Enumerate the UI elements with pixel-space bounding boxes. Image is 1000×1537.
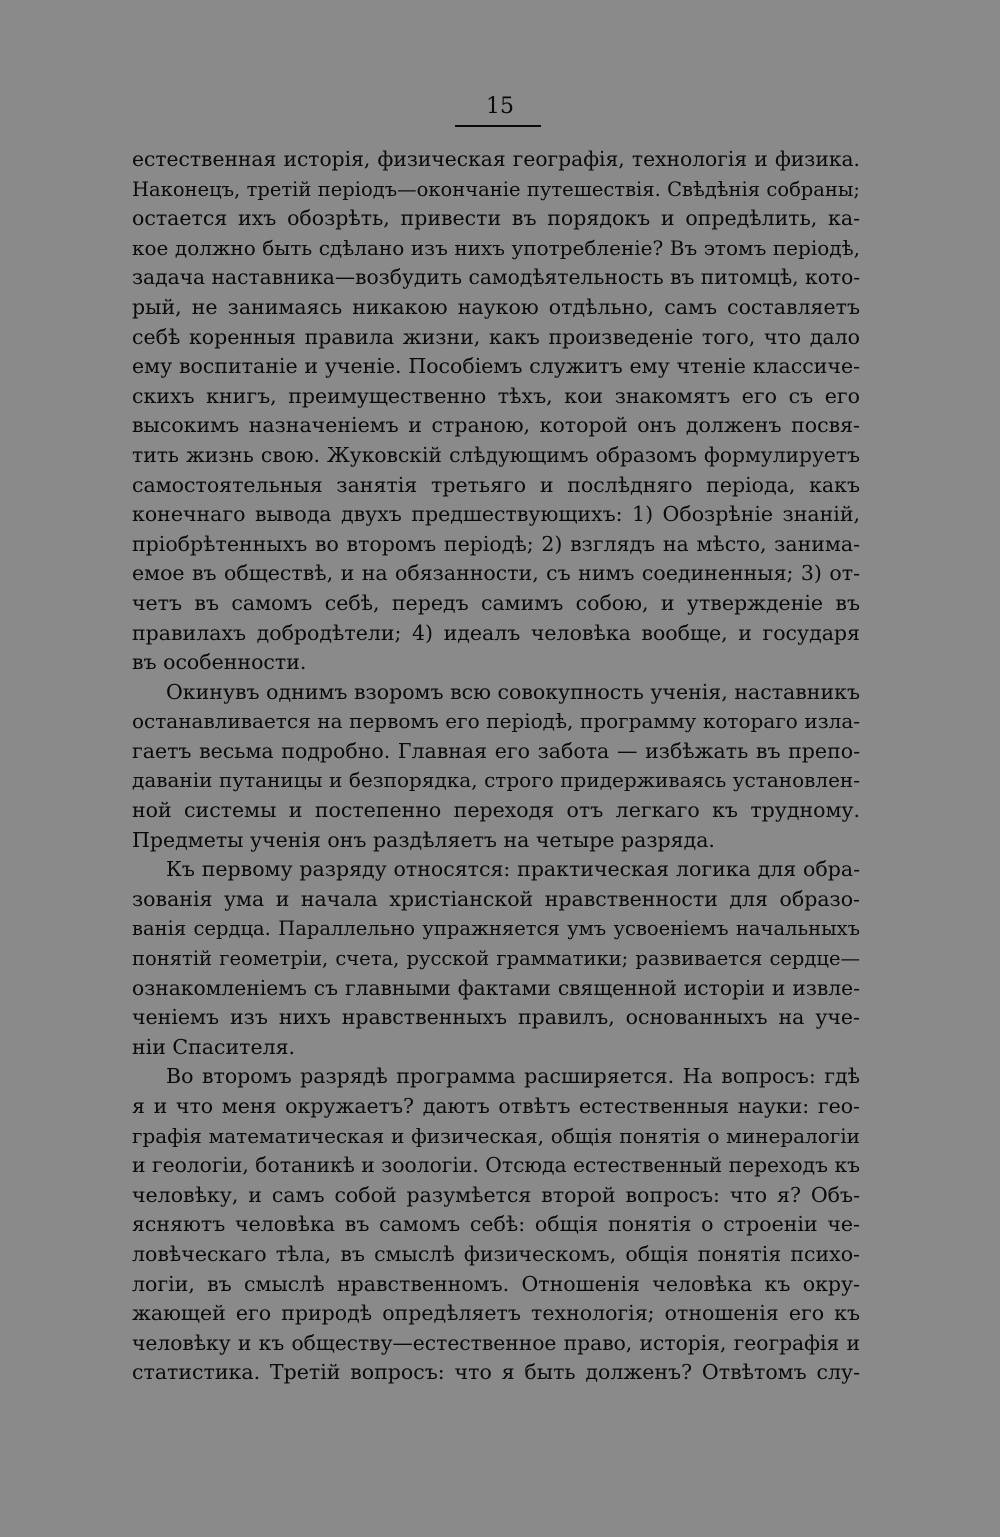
text-line: кое должно быть сдѣлано изъ нихъ употребленіе? Въ этомъ періодѣ, — [132, 235, 860, 260]
text-line: емое въ обществѣ, и на обязанности, съ нимъ соединенныя; 3) от- — [132, 561, 860, 586]
text-line: статистика. Третій вопросъ: что я быть долженъ? Отвѣтомъ слу- — [132, 1360, 860, 1385]
text-line: правилахъ добродѣтели; 4) идеалъ человѣка вообще, и государя — [132, 620, 860, 645]
text-line: логіи, въ смыслѣ нравственномъ. Отношенія человѣка къ окру- — [132, 1271, 860, 1296]
text-line: ловѣческаго тѣла, въ смыслѣ физическомъ, общія понятія психо- — [132, 1241, 860, 1266]
text-line: пріобрѣтенныхъ во второмъ періодѣ; 2) взглядъ на мѣсто, занима- — [132, 531, 860, 556]
text-line: задача наставника—возбудить самодѣятельность въ питомцѣ, кото- — [132, 265, 860, 290]
text-line: ясняютъ человѣка въ самомъ себѣ: общія понятія о строеніи че- — [132, 1212, 860, 1237]
text-line: въ особенности. — [132, 650, 307, 675]
text-line: Во второмъ разрядѣ программа расширяется. На вопросъ: гдѣ — [166, 1064, 860, 1089]
text-line: остается ихъ обозрѣть, привести въ порядокъ и опредѣлить, ка- — [132, 206, 860, 231]
text-line: Предметы ученія онъ раздѣляетъ на четыре разряда. — [132, 827, 715, 852]
body-text — [132, 145, 860, 1388]
text-line: понятій геометріи, счета, русской грамматики; развивается сердце— — [132, 947, 860, 971]
text-line: конечнаго вывода двухъ предшествующихъ: 1) Обозрѣніе знаній, — [132, 502, 860, 527]
text-line: самостоятельныя занятія третьяго и послѣдняго періода, какъ — [132, 472, 860, 497]
text-line: ніи Спасителя. — [132, 1034, 296, 1059]
text-line: жающей его природѣ опредѣляетъ технологія; отношенія его къ — [132, 1301, 860, 1326]
text-line: и геологіи, ботаникѣ и зоологіи. Отсюда естественный переходъ къ — [132, 1153, 860, 1178]
text-line: ванія сердца. Параллельно упражняется умъ усвоеніемъ начальныхъ — [132, 917, 860, 941]
text-line: Окинувъ однимъ взоромъ всю совокупность ученія, наставникъ — [166, 679, 860, 704]
text-line: ознакомленіемъ съ главными фактами священной исторіи и извле- — [132, 975, 860, 1000]
text-line: Наконецъ, третій періодъ—окончаніе путешествія. Свѣдѣнія собраны; — [132, 177, 860, 201]
text-line: себѣ коренныя правила жизни, какъ произведеніе того, что дало — [132, 324, 860, 349]
text-line: Къ первому разряду относятся: практическая логика для обра- — [166, 857, 860, 882]
text-line: зованія ума и начала христіанской нравственности для образо- — [132, 886, 860, 911]
text-line: я и что меня окружаетъ? даютъ отвѣтъ естественныя науки: гео- — [132, 1094, 860, 1118]
text-line: ченіемъ изъ нихъ нравственныхъ правилъ, основанныхъ на уче- — [132, 1005, 860, 1030]
text-line: естественная исторія, физическая географія, технологія и физика. — [132, 147, 860, 171]
text-line: высокимъ назначеніемъ и страною, которой онъ долженъ посвя- — [132, 413, 860, 438]
text-line: гаетъ весьма подробно. Главная его забота — избѣжать въ препо- — [132, 738, 860, 763]
text-line: даваніи путаницы и безпорядка, строго придерживаясь установлен- — [132, 768, 860, 793]
page-number: 15 — [486, 94, 514, 119]
text-line: человѣку, и самъ собой разумѣется второй вопросъ: что я? Объ- — [132, 1182, 860, 1207]
text-line: графія математическая и физическая, общія понятія о минералогіи — [132, 1123, 860, 1148]
text-line: рый, не занимаясь никакою наукою отдѣльно, самъ составляетъ — [132, 294, 860, 319]
text-line: останавливается на первомъ его періодѣ, программу котораго изла- — [132, 709, 860, 734]
text-line: ной системы и постепенно переходя отъ легкаго къ трудному. — [132, 798, 860, 823]
text-line: скихъ книгъ, преимущественно тѣхъ, кои знакомятъ его съ его — [132, 383, 860, 408]
text-line: тить жизнь свою. Жуковскій слѣдующимъ образомъ формулируетъ — [132, 442, 860, 467]
text-line: четъ въ самомъ себѣ, передъ самимъ собою, и утвержденіе въ — [132, 590, 860, 615]
text-line: человѣку и къ обществу—естественное право, исторія, географія и — [132, 1330, 860, 1355]
page-number-rule — [455, 125, 541, 127]
text-line: ему воспитаніе и ученіе. Пособіемъ служитъ ему чтеніе классиче- — [132, 354, 860, 379]
